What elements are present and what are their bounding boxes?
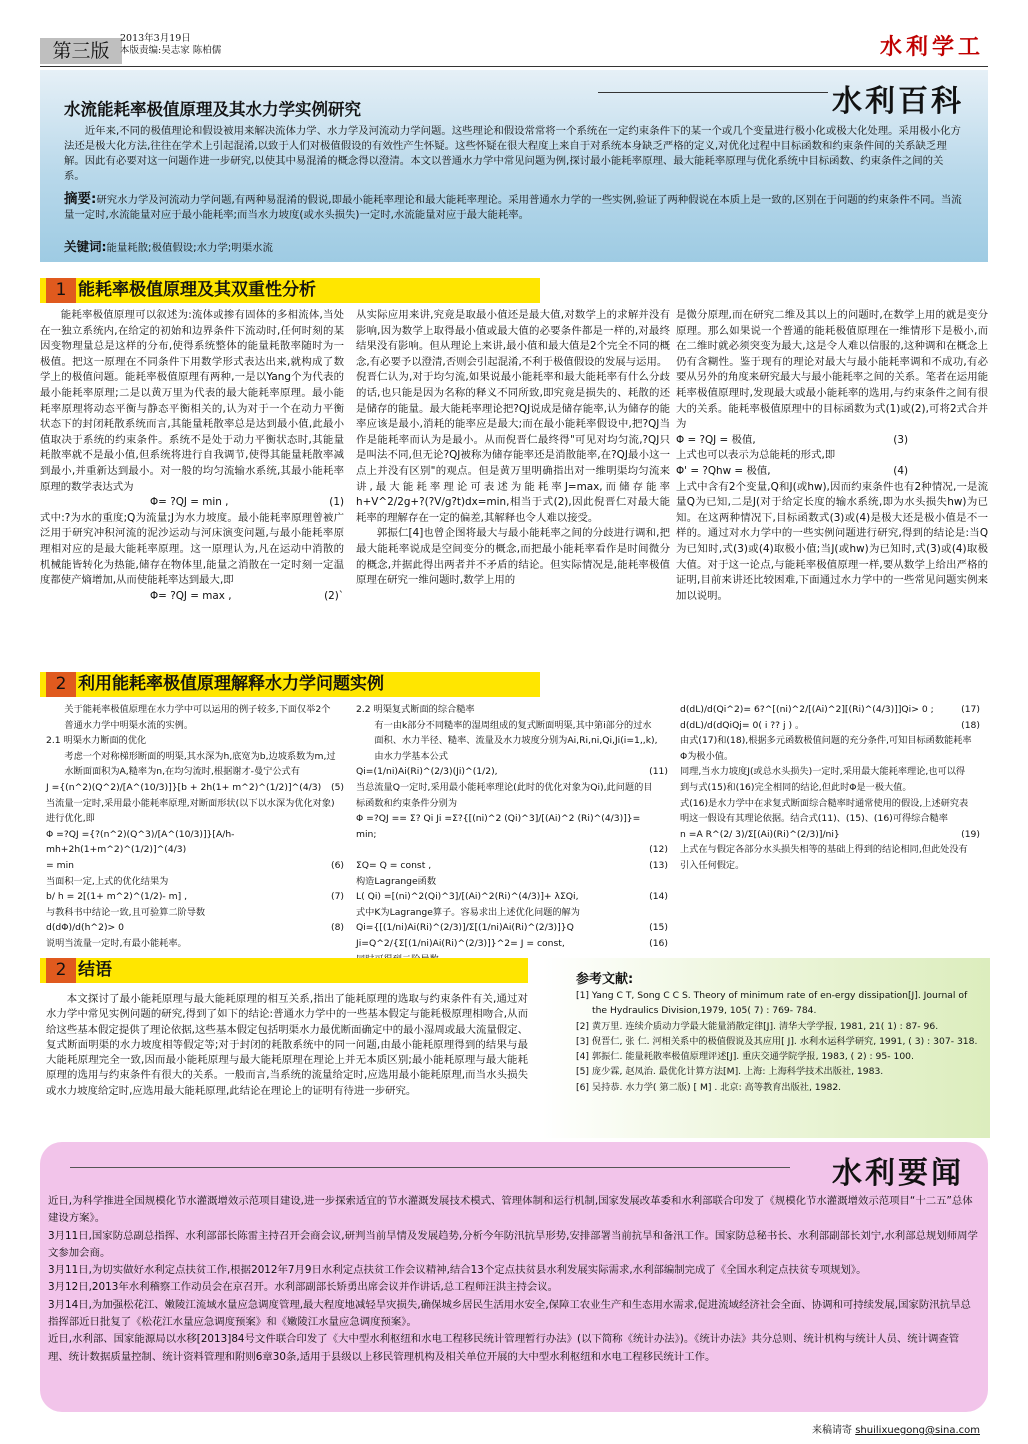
equation-number — [972, 764, 980, 795]
reference-item: [5] 庞少霖, 赵凤治. 最优化计算方法[M]. 上海: 上海科学技术出版社, 1983. — [576, 1066, 884, 1078]
paragraph: 从实际应用来讲,究竟是取最小值还是最大值,对数学上的求解并没有影响,因为数学上取得最小值或最大值的必要条件都是一样的,对最终结果没有影响。但从理论上来讲,最小值和最大值是2个完全不同的概念,有必要予以澄清,否则会引起混淆,不利于极值假设的发展与运用。 — [356, 309, 670, 368]
line-text: 当总流量Q一定时,采用最小能耗率理论(此时的优化对象为Qi),此问题的目标函数和约束条件分别为 — [356, 781, 653, 809]
title-rule — [598, 92, 828, 93]
line-text: L( Qi) =[(ni)^2(Qi)^3]/[(Ai)^2(Ri)^(4/3)]+ λΣQi, — [356, 891, 579, 903]
line-text: 与教科书中结论一致,且可验算二阶导数 — [46, 906, 206, 918]
equation-number: (19) — [961, 828, 980, 840]
line-text: = min — [46, 859, 74, 871]
paragraph: 上式中含有2个变量,Q和J(或hw),因而约束条件也有2种情况,一是流量Q为已知,二是J(对于给定长度的输水系统,即为水头损失hw)为已知。在这两种情况下,目标函数式(3)或(4)是极大还是极小值是不一样的。通过对水力学中的一些实例问题进行研究,得到的结论是:当Q为已知时,式(3)或(4)取极小值;当J(或hw)为已知时,式(3)或(4)取极大值。对于这一论点,与能耗率极值原理一样,要从数学上给出严格的证明,目前来讲还比较困难,下面通过水力学中的一些常见问题实例来加以说明。 — [676, 480, 988, 602]
section3-title: 结语 — [78, 960, 112, 980]
paragraph: 郭振仁[4]也曾企图将最大与最小能耗率之间的分歧进行调和,把最大能耗率说成是空间变分的概念,而把最小能耗率看作是时间微分的概念,并据此得出两者并不矛盾的结论。但实际情况是,能耗率极值原理在研究一维问题时,数学上用的 — [356, 527, 670, 587]
text-line — [680, 827, 980, 843]
keywords-text: 能量耗散;极值假设;水力学;明渠水流 — [106, 242, 273, 254]
equation-number: (18) — [961, 719, 980, 731]
text-line — [46, 905, 344, 921]
line-text: 由式(17)和(18),根据多元函数极值问题的充分条件,可知目标函数能耗率Φ为极小值。 — [680, 735, 972, 762]
news-item: 3月12日,2013年水利稽察工作动员会在京召开。水利部副部长矫勇出席会议并作讲话,总工程师汪洪主持会议。 — [48, 1281, 559, 1294]
abstract-text: 研究水力学及河流动力学问题,有两种易混淆的假说,即最小能耗率理论和最大能耗率理论。采用普通水力学的一些实例,验证了两种假说在本质上是一致的,区别在于问题的约束条件不同。当流量一定时,水流能量对应于最小能耗率;而当水力坡度(或水头损失)一定时,水流能量对应于最大能耗率。 — [64, 194, 962, 221]
text-line — [356, 936, 668, 952]
contact-line — [812, 1421, 980, 1436]
abstract — [64, 192, 964, 223]
paper-name: 水利学工 — [879, 34, 984, 60]
issue-info — [120, 33, 221, 57]
line-text: Φ =?QJ ={?(n^2)(Q^3)/[A^(10/3)]}[A/h-mh+2h(1+m^2)^(1/2)]^(4/3) — [46, 828, 235, 856]
equation-3: Φ = ?QJ = 极值, (3) — [676, 433, 908, 446]
line-text: d(dΦ)/d(h^2)> 0 — [46, 922, 124, 934]
line-text — [356, 842, 641, 858]
line-text: d(dL)/d(Qi^2)= 6?^[(ni)^2/[(Ai)^2][(Ri)^(4/3)]]Qi> 0 ; — [680, 704, 934, 715]
equation-number: (15) — [649, 922, 668, 934]
equation-number: (5) — [330, 781, 344, 793]
section2-column-2 — [356, 702, 668, 967]
news-item: 3月11日,国家防总副总指挥、水利部部长陈雷主持召开会商会议,研判当前旱情及发展趋势,分析今年防汛抗旱形势,安排部署当前抗旱和备汛工作。国家防总秘书长、水利部副部长刘宁,水利部总规划师周学文参加会商。 — [48, 1229, 978, 1259]
equation-4: Φ' = ?Qhw = 极值, (4) — [676, 464, 908, 477]
keywords-label: 关键词: — [64, 239, 107, 254]
line-text: b/ h = 2[(1+ m^2)^(1/2)- m] , — [46, 891, 188, 903]
editors: 本版责编:吴志家 陈柏儒 — [120, 45, 222, 56]
line-text: 构造Lagrange函数 — [356, 875, 437, 887]
reference-item: [1] Yang C T, Song C C S. Theory of minimum rate of en-ergy dissipation[J]. Journal of the Hydraulics Division,1979, 105( 7) : 769- 784. — [576, 990, 968, 1017]
text-line — [46, 827, 344, 858]
equation-number — [336, 702, 344, 733]
section2-title: 利用能耗率极值原理解释水力学问题实例 — [78, 674, 384, 694]
text-line — [356, 889, 668, 905]
text-line — [356, 874, 668, 890]
text-line — [680, 733, 980, 764]
text-line — [46, 749, 344, 780]
abstract-label: 摘要: — [64, 191, 97, 207]
equation-number: (17) — [961, 704, 980, 715]
news-item: 近日,为科学推进全国规模化节水灌溉增效示范项目建设,进一步探索适宜的节水灌溉发展技术模式、管理体制和运行机制,国家发展改革委和水利部联合印发了《规模化节水灌溉增效示范项目“十二五”总体建设方案》。 — [48, 1195, 973, 1225]
text-line — [680, 842, 980, 873]
equation-number: (6) — [330, 859, 344, 871]
contact-label: 来稿请寄 — [812, 1425, 853, 1436]
text-line — [356, 920, 668, 936]
reference-item: [6] 吴持恭. 水力学( 第二版) [ M] . 北京: 高等教育出版社, 1982. — [576, 1081, 842, 1093]
conclusion-text: 本文探讨了最小能耗原理与最大能耗原理的相互关系,指出了能耗原理的选取与约束条件有关,通过对水力学中常见实例问题的研究,得到了如下的结论:普通水力学中的一些基本假定与能耗极原理相吻合,从而给这些基本假定提供了理论依据,这些基本假定包括明渠水力最优断面确定中的最小湿周或最大流量假定、复式断面明渠的水力坡度相等假定等;对于封闭的耗散系统中的同一问题,由最小能耗原理得到的结果与最大能耗原理完全一致,因而最小能耗原理与最大能耗原理在理论上并无本质区别;最小能耗原理与最大能耗原理的选用与约束条件有很大的关系。一般而言,当系统的流量给定时,应选用最小能耗原理,而当水头损失或水力坡度给定时,应选用最大能耗原理,此结论在理论上的证明有待进一步研究。 — [46, 993, 528, 1097]
line-text: 2.2 明渠复式断面的综合糙率 — [356, 704, 475, 715]
equation-number — [336, 733, 344, 749]
text-line — [680, 796, 980, 827]
issue-date: 2013年3月19日 — [120, 33, 191, 44]
equation-number: (7) — [330, 891, 344, 903]
line-text: Ji=Q^2/{Σ[(1/ni)Ai(Ri)^(2/3)]}^2= J = const, — [356, 937, 565, 949]
line-text: 有一由k部分不同糙率的湿周组成的复式断面明渠,其中第i部分的过水面积、水力半径、糙率、流量及水力坡度分别为Ai,Ri,ni,Qi,Ji(i=1,,k),由水力学基本公式 — [374, 719, 658, 762]
equation-number — [972, 733, 980, 764]
text-line — [680, 718, 980, 734]
line-text: 当面积一定,上式的优化结果为 — [46, 875, 169, 887]
equation-number: (11) — [649, 766, 668, 778]
section1-title: 能耗率极值原理及其双重性分析 — [78, 280, 316, 300]
news-item: 近日,水利部、国家能源局以水移[2013]84号文件联合印发了《大中型水利枢纽和水电工程移民统计管理暂行办法》(以下简称《统计办法》)。《统计办法》共分总则、统计机构与统计人员、统计调查管理、统计数据质量控制、统计资料管理和附则6章30条,适用于县级以上移民管理机构及相关单位开展的大中型水利枢纽和水电工程移民统计工作。 — [48, 1333, 960, 1363]
equation-number — [660, 780, 668, 811]
equation-number: (12) — [649, 844, 668, 856]
reference-item: [2] 黄万里. 连续介质动力学最大能量消散定律[J]. 清华大学学报, 1981, 21( 1) : 87- 96. — [576, 1020, 939, 1032]
news-list — [48, 1193, 978, 1366]
text-line — [356, 811, 668, 842]
edition-label: 第三版 — [40, 38, 122, 64]
text-line — [46, 889, 344, 905]
text-line — [680, 702, 980, 718]
line-text: 当流量一定时,采用最小能耗率原理,对断面形状(以下以水深为优化对象)进行优化,即 — [46, 797, 335, 825]
equation-2: Φ= ?QJ = max , (2)` — [150, 589, 344, 602]
line-text: 式(16)是水力学中在求复式断面综合糙率时通常使用的假设,上述研究表明这一假设有其理论依据。结合式(11)、(15)、(16)可得综合糙率 — [680, 797, 969, 825]
text-line — [356, 702, 668, 718]
references-list — [576, 988, 980, 1095]
line-text: 说明当流量一定时,有最小能耗率。 — [46, 937, 187, 949]
reference-item: [4] 郭振仁. 能量耗散率极值原理评述[J]. 重庆交通学院学报, 1983, ( 2) : 95- 100. — [576, 1051, 914, 1063]
keywords — [64, 237, 273, 255]
text-line — [356, 842, 668, 858]
line-text: n =A R^(2/ 3)/Σ[(Ai)(Ri)^(2/3)]/ni} — [680, 828, 840, 840]
paragraph: 式中:?为水的重度;Q为流量;J为水力坡度。最小能耗率原理曾被广泛用于研究冲积河流的泥沙运动与河床演变问题,与最小能耗率原理相对应的是最大能耗率原理。这一原理认为,凡在运动中消散的机械能皆转化为热能,储存在物体里,能量之消散在一定时刻一定温度都使产熵增加,从而使能耗率达到最大,即 — [40, 511, 344, 587]
section2-number: 2 — [46, 672, 76, 697]
equation-number — [972, 842, 980, 873]
equation-1: Φ= ?QJ = min , (1) — [150, 496, 344, 509]
text-line — [46, 702, 344, 733]
line-text: ΣQ= Q = const , — [356, 859, 432, 871]
equation-number — [660, 718, 668, 765]
section1-column-3 — [676, 308, 988, 604]
news-rule — [70, 1167, 790, 1168]
section3-number: 2 — [46, 958, 76, 983]
equation-number — [336, 796, 344, 827]
equation-number: (13) — [649, 859, 668, 871]
text-line — [356, 718, 668, 765]
section2-column-1 — [46, 702, 344, 952]
article-title: 水流能耗率极值原理及其水力学实例研究 — [64, 100, 361, 119]
text-line — [46, 780, 344, 796]
line-text: J ={(n^2)(Q^2)/[A^(10/3)]}[b + 2h(1+ m^2)^(1/2)]^(4/3) — [46, 781, 322, 793]
text-line — [46, 920, 344, 936]
equation-number — [336, 827, 344, 858]
news-item: 3月14日,为加强松花江、嫩陵江流域水量应急调度管理,最大程度地减轻旱灾损失,确保城乡居民生活用水安全,保障工农业生产和生态用水需求,促进流域经济社会全面、协调和可持续发展,国家防汛抗旱总指挥部近日批复了《松花江水量应急调度预案》和《嫩陵江水量应急调度预案》。 — [48, 1298, 971, 1329]
article-intro: 近年来,不同的极值理论和假设被用来解决流体力学、水力学及河流动力学问题。这些理论和假设常常将一个系统在一定约束条件下的某一个或几个变量进行极小化或极大化处理。采用极小化方法还是极大化方法,往往在学术上引起混淆,以致于人们对极值假设的有效性产生怀疑。这些怀疑在很大程度上来自于对系统本身缺乏严格的定义,对优化过程中目标函数和约束条件间的关系缺乏理解。因此有必要对这一问题作进一步研究,以使其中易混淆的概念得以澄清。本文以普通水力学中常见问题为例,探讨最小能耗率原理、最大能耗率原理与优化系统中目标函数、约束条件之间的关系。 — [64, 125, 961, 182]
equation-number — [336, 874, 344, 890]
equation-number: (14) — [649, 891, 668, 903]
line-text: Qi=(1/ni)Ai(Ri)^(2/3)(Ji)^(1/2), — [356, 766, 498, 778]
text-line — [46, 936, 344, 952]
paragraph: 能耗率极值原理可以叙述为:流体或掺有固体的多相流体,当处在一独立系统内,在给定的初始和边界条件下流动时,任何时刻的某因变物理量总是这样的分布,使得系统整体的能量耗散率随时为一极值。把这一原理在不同条件下用数学形式表达出来,就构成了数学上的极值问题。能耗率极值原理有两种,一是以Yang个为代表的最小能耗率原理;二是以黄万里为代表的最大能耗率原理。最小能耗率原理将动态平衡与静态平衡相关的,认为对于一个在动力平衡状态下的封闭耗散系统而言,其能量耗散率总是达到最小值,此最小值取决于系统的约束条件。系统不是处于动力平衡状态时,其能量耗散率就不是最小值,但系统将进行自我调节,使得其能量耗散率减到最小,并重新达到最小。对一般的均匀流输水系统,其最小能耗率原理的数学表达式为 — [40, 309, 344, 493]
equation-number — [336, 905, 344, 921]
paragraph: 上式也可以表示为总能耗的形式,即 — [676, 449, 836, 462]
line-text: d(dL)/d(dQiQj= 0( i ?? j ) 。 — [680, 719, 805, 731]
equation-number: (8) — [330, 922, 344, 934]
text-line — [356, 764, 668, 780]
line-text: 式中K为Lagrange算子。容易求出上述优化问题的解为 — [356, 906, 580, 918]
text-line — [356, 905, 668, 921]
paragraph: 倪晋仁认为,对于均匀流,如果说最小能耗率和最大能耗率有什么分歧的话,也只能是因为名称的释义不同所致,即究竟是损失的、耗散的还是储存的能量。最大能耗率理论把?QJ说成是储存能率,认为储存的能率应该是最小,消耗的能率应是最大;而在最小能耗率假设中,把?QJ当作是能耗率而认为是最小。从而倪晋仁最终得"可见对均匀流,?QJ只是叫法不同,但无论?QJ被称为储存能率还是消散能率,在?QJ最小这一点上并没有区别"的观点。但是黄万里明确指出对一维明渠均匀流来讲,最大能耗率理论可表述为能耗率J=max,而储存能率h+V^2/2g+?(?V/g?t)dx=min,相当于式(2),因此倪晋仁对最大能耗率的理解存在一定的偏差,其解释也令人难以接受。 — [356, 371, 670, 524]
line-text: 考虑一个对称梯形断面的明渠,其水深为h,底宽为b,边坡系数为m,过水断面面积为A,糙率为n,在均匀流时,根据谢才-曼宁公式有 — [64, 750, 336, 778]
line-text: 上式在与假定各部分水头损失相等的基础上得到的结论相同,但此处没有引入任何假定。 — [680, 844, 968, 871]
equation-number — [972, 796, 980, 827]
section2-column-3 — [680, 702, 980, 874]
contact-email[interactable]: shuilixuegong@sina.com — [855, 1425, 980, 1436]
line-text: Qi={[(1/ni)Ai(Ri)^(2/3)]/Σ[(1/ni)Ai(Ri)^(2/3)]}Q — [356, 922, 574, 934]
equation-number — [336, 936, 344, 952]
text-line — [46, 733, 344, 749]
masthead-rule — [40, 66, 988, 67]
equation-number — [660, 702, 668, 718]
text-line — [46, 874, 344, 890]
text-line — [356, 858, 668, 874]
column-title: 水利百科 — [832, 84, 964, 119]
text-line — [46, 796, 344, 827]
paragraph: 是微分原理,而在研究二维及其以上的问题时,在数学上用的就是变分原理。那么如果说一个普通的能耗极值原理在一维情形下是极小,而在二维时就必须突变为最大,这是令人难以信服的,这种调和在概念上仍有含糊性。鉴于现有的理论对最大与最小能耗率调和不成功,有必要从另外的角度来研究最大与最小能耗率之间的关系。笔者在运用能耗率极值原理时,发现最大或最小能耗率的选用,与约束条件之间有很大的关系。能耗率极值原理中的目标函数为式(1)或(2),可将2式合并为 — [676, 309, 988, 431]
equation-number — [660, 874, 668, 890]
references-title: 参考文献: — [576, 972, 634, 987]
section3-heading-bar — [40, 958, 528, 983]
news-column-title: 水利要闻 — [832, 1156, 964, 1191]
reference-item: [3] 倪晋仁, 张 仁. 河相关系中的极值假说及其应用[ J]. 水利水运科学研究, 1991, ( 3) : 307- 318. — [576, 1035, 978, 1047]
section1-column-2 — [356, 308, 670, 589]
line-text: 同理,当水力坡度J(或总水头损失)一定时,采用最大能耗率理论,也可以得到与式(15)和(16)完全相同的结论,但此时Φ是一极大值。 — [680, 766, 966, 793]
line-text: Φ =?QJ == Σ? Qi Ji =Σ?{[(ni)^2 (Qi)^3]/[(Ai)^2 (Ri)^(4/3)]}= min; — [356, 813, 641, 840]
line-text: 2.1 明渠水力断面的优化 — [46, 735, 147, 747]
news-item: 3月11日,为切实做好水利定点扶贫工作,根据2012年7月9日水利定点扶贫工作会议精神,结合13个定点扶贫县水利发展实际需求,水利部编制完成了《全国水利定点扶贫专项规划》。 — [48, 1264, 867, 1277]
equation-number: (16) — [649, 937, 668, 949]
section1-number: 1 — [46, 278, 76, 303]
section1-column-1 — [40, 308, 344, 604]
equation-number — [336, 749, 344, 780]
text-line — [680, 764, 980, 795]
line-text: 关于能耗率极值原理在水力学中可以运用的例子较多,下面仅举2个普通水力学中明渠水流的实例。 — [64, 704, 331, 731]
text-line — [356, 780, 668, 811]
equation-number — [660, 811, 668, 842]
text-line — [46, 858, 344, 874]
equation-number — [660, 905, 668, 921]
